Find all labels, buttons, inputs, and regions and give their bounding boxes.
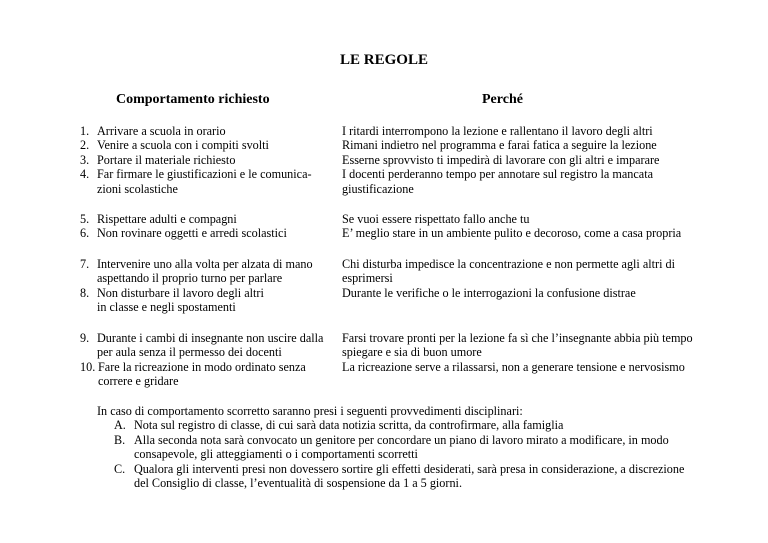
rules-list — [80, 212, 342, 241]
rule-text: Durante i cambi di insegnante non uscire dalla — [97, 331, 324, 345]
rule-text: Fare la ricreazione in modo ordinato senza — [98, 359, 306, 374]
reasons-list — [342, 257, 712, 300]
rule-text: Venire a scuola con i compiti svolti — [97, 138, 269, 153]
rule-item — [80, 124, 342, 138]
measure-text: del Consiglio di classe, l’eventualità di sospensione da 1 a 5 giorni. — [134, 476, 462, 491]
reasons-list — [342, 212, 712, 241]
reason-text: La ricreazione serve a rilassarsi, non a generare tensione e nervosismo — [342, 359, 685, 374]
reason-text: E’ meglio stare in un ambiente pulito e decoroso, come a casa propria — [342, 226, 682, 241]
rule-text: Non rovinare oggetti e arredi scolastici — [97, 226, 287, 241]
rule-text: Arrivare a scuola in orario — [97, 124, 226, 138]
reason-text: Se vuoi essere rispettato fallo anche tu — [342, 212, 530, 226]
rule-number: 4. — [80, 167, 90, 182]
column-header-behaviour: Comportamento richiesto — [116, 92, 270, 107]
column-header-reason: Perché — [482, 92, 523, 107]
measure-text: consapevole, gli atteggiamenti o i comportamenti scorretti — [134, 447, 418, 462]
measure-letter: C. — [114, 461, 126, 476]
measure-text: Qualora gli interventi presi non dovessero sortire gli effetti desiderati, sarà presa in considerazione, a discrezione — [134, 461, 685, 476]
rule-text: correre e gridare — [98, 374, 179, 389]
rule-number: 6. — [80, 226, 90, 241]
rule-item — [80, 257, 342, 286]
rule-number: 10. — [80, 359, 96, 374]
page-title: LE REGOLE — [340, 52, 428, 68]
reason-text: giustificazione — [342, 181, 414, 196]
rule-item — [80, 226, 342, 240]
rule-item — [80, 286, 342, 315]
rule-number: 9. — [80, 331, 90, 345]
reason-text: Durante le verifiche o le interrogazioni la confusione distrae — [342, 285, 636, 300]
rule-text: per aula senza il permesso dei docenti — [97, 345, 282, 360]
rule-item — [80, 167, 342, 196]
measures-intro: In caso di comportamento scorretto saranno presi i seguenti provvedimenti disciplinari: — [97, 404, 523, 418]
rules-list — [80, 257, 342, 315]
rule-text: Rispettare adulti e compagni — [97, 212, 237, 226]
rule-text: Far firmare le giustificazioni e le comunica- — [97, 167, 312, 182]
measure-text: Nota sul registro di classe, di cui sarà data notizia scritta, da controfirmare, alla famiglia — [134, 418, 564, 433]
reason-text: I docenti perderanno tempo per annotare sul registro la mancata — [342, 167, 653, 182]
reason-text: Chi disturba impedisce la concentrazione e non permette agli altri di — [342, 257, 676, 271]
measure-letter: A. — [114, 418, 126, 433]
rule-number: 2. — [80, 138, 90, 153]
rule-number: 5. — [80, 212, 90, 226]
rules-list — [80, 124, 342, 196]
rule-item — [80, 331, 342, 360]
measure-item — [97, 433, 737, 462]
reason-text: esprimersi — [342, 271, 393, 286]
measure-letter: B. — [114, 432, 126, 447]
rule-number: 1. — [80, 124, 90, 138]
rule-item — [80, 212, 342, 226]
rule-text: zioni scolastiche — [97, 181, 178, 196]
rule-text: Portare il materiale richiesto — [97, 152, 236, 167]
reason-text: I ritardi interrompono la lezione e rallentano il lavoro degli altri — [342, 124, 653, 138]
rule-item — [80, 153, 342, 167]
rule-item — [80, 360, 342, 389]
rule-number: 8. — [80, 285, 90, 300]
disciplinary-measures — [97, 404, 737, 490]
rule-text: Intervenire uno alla volta per alzata di mano — [97, 257, 313, 271]
reasons-list — [342, 124, 712, 196]
reason-text: Rimani indietro nel programma e farai fatica a seguire la lezione — [342, 138, 657, 153]
rules-list — [80, 331, 342, 389]
rule-text: aspettando il proprio turno per parlare — [97, 271, 283, 286]
rule-number: 3. — [80, 152, 90, 167]
measure-item — [97, 418, 737, 432]
reason-text: Esserne sprovvisto ti impedirà di lavorare con gli altri e imparare — [342, 152, 660, 167]
rule-item — [80, 138, 342, 152]
measure-text: Alla seconda nota sarà convocato un genitore per concordare un piano di lavoro mirato a modificare, in modo — [134, 432, 669, 447]
rule-number: 7. — [80, 257, 90, 271]
rule-text: Non disturbare il lavoro degli altri — [97, 285, 264, 300]
measure-item — [97, 462, 737, 491]
reasons-list — [342, 331, 712, 374]
reason-text: spiegare e sia di buon umore — [342, 345, 482, 360]
reason-text: Farsi trovare pronti per la lezione fa sì che l’insegnante abbia più tempo — [342, 331, 693, 345]
rule-text: in classe e negli spostamenti — [97, 300, 236, 315]
